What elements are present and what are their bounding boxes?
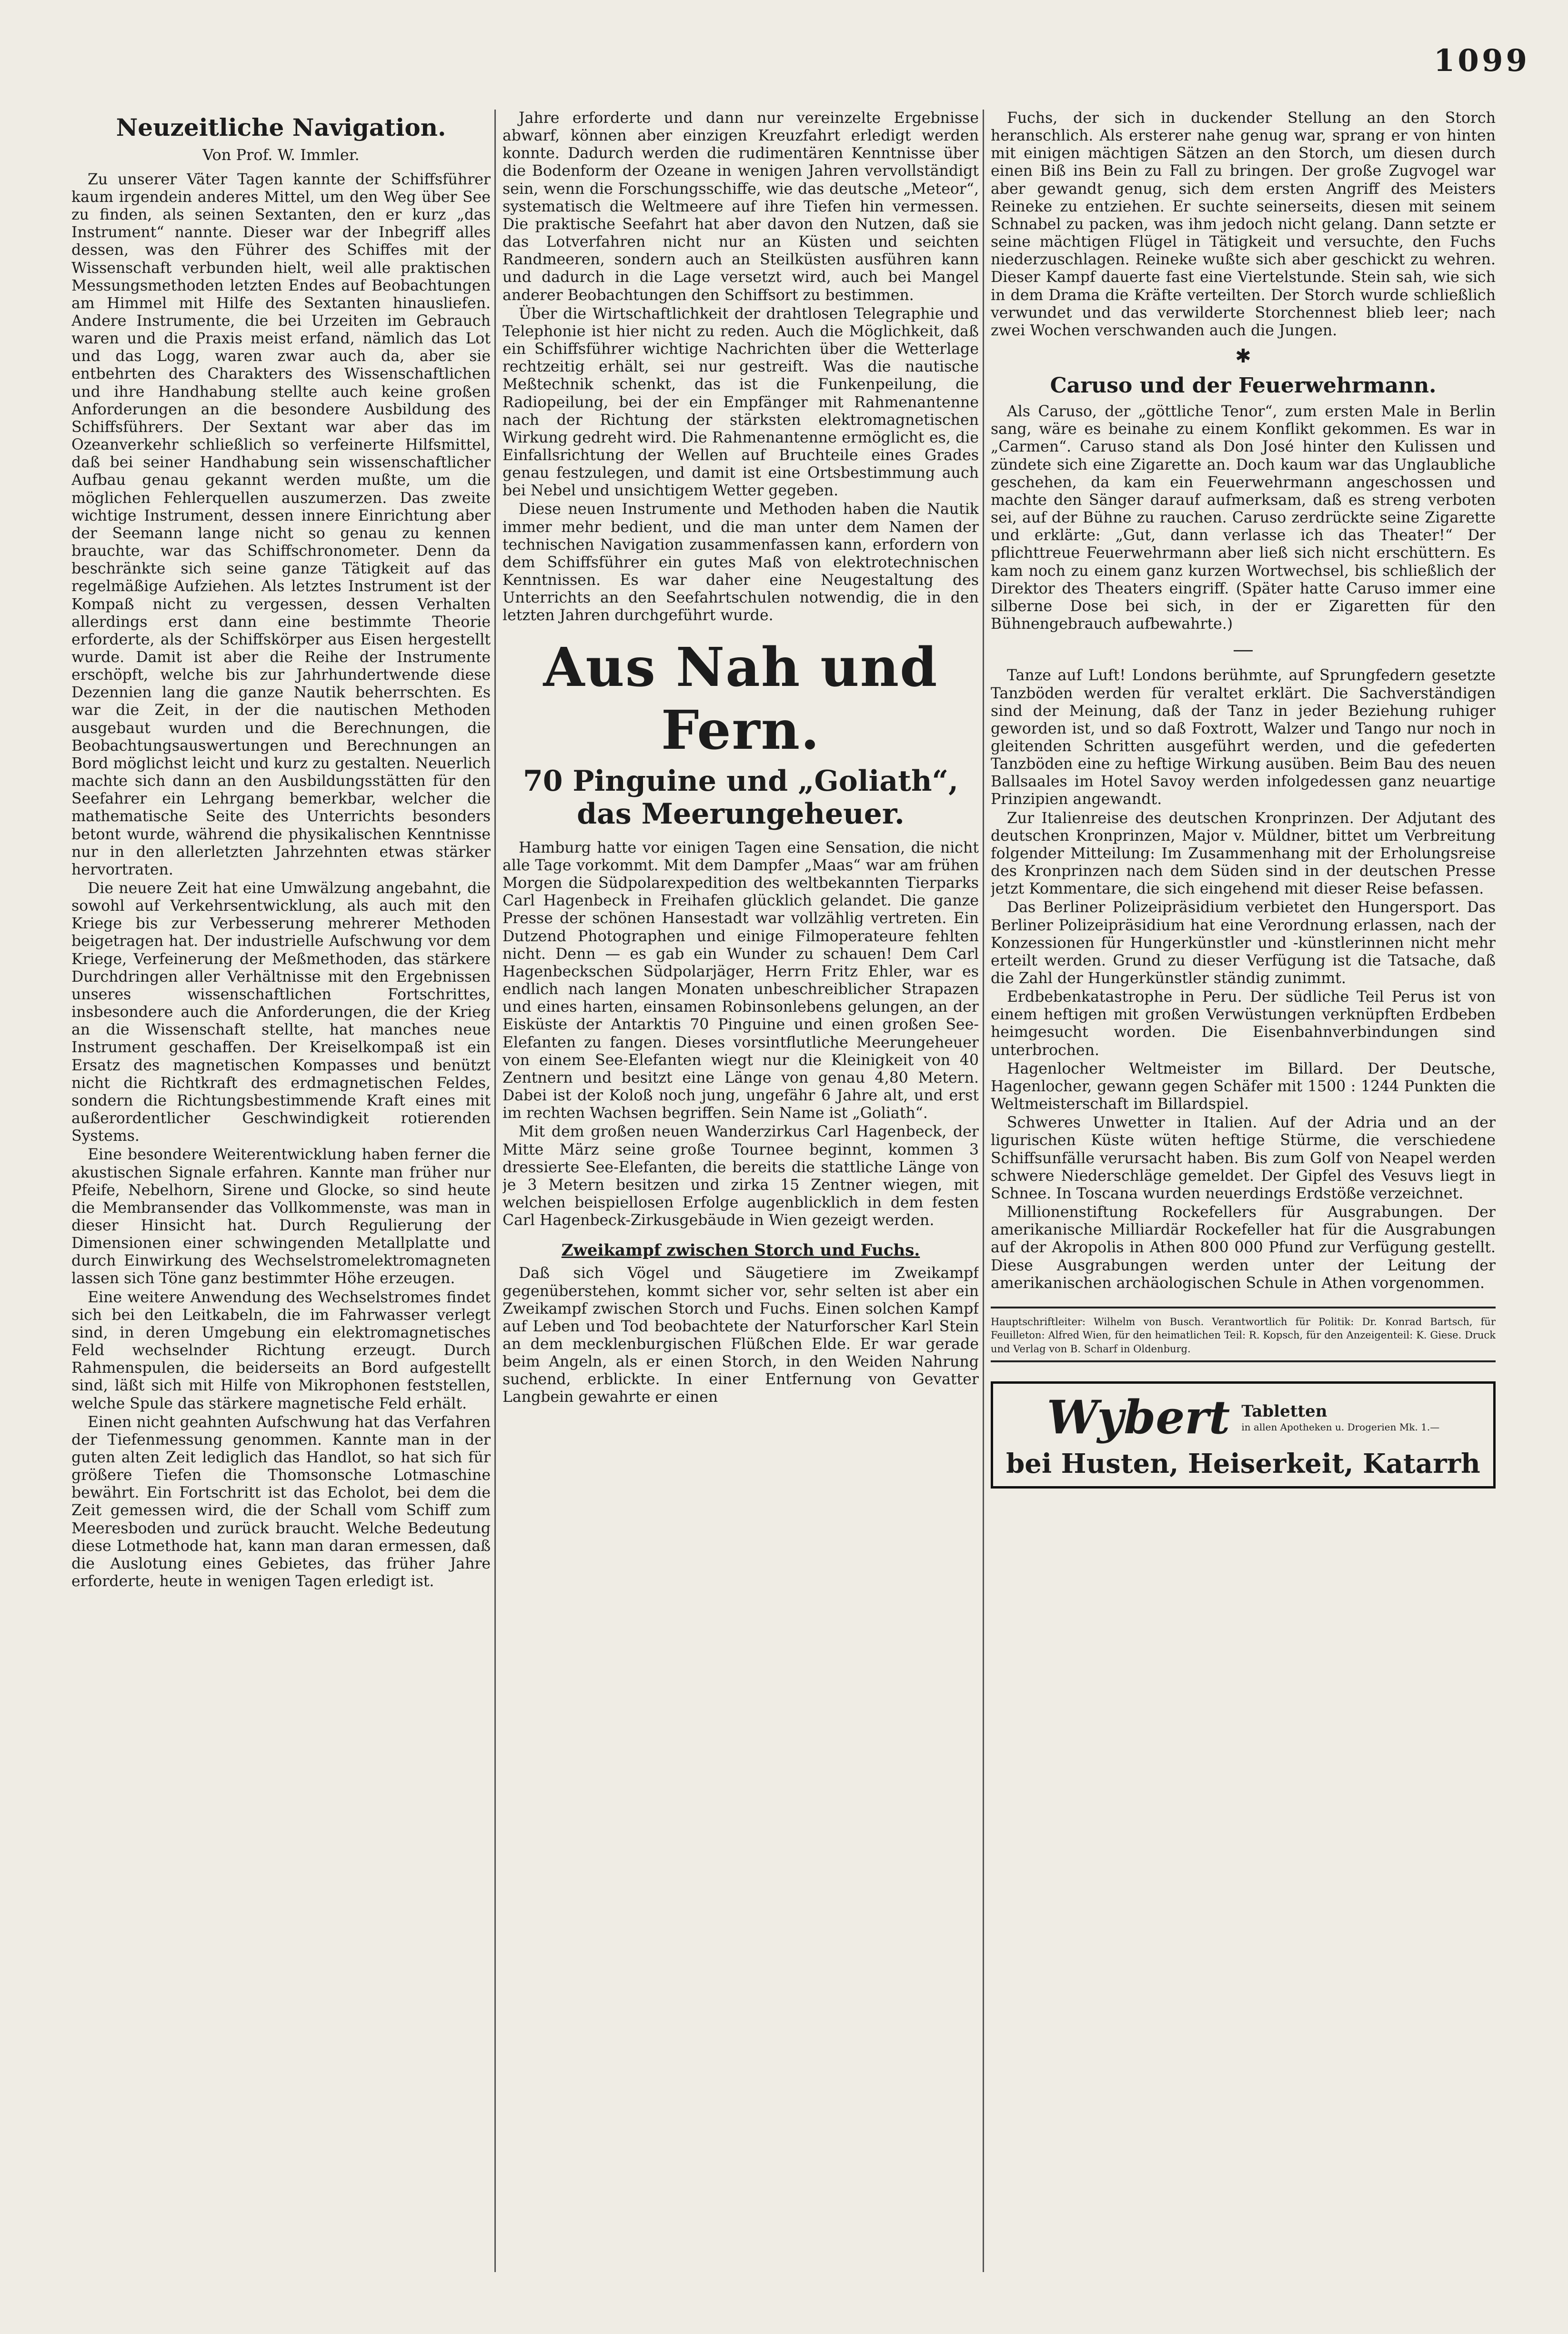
column-right [991,110,1496,2277]
paragraph: Einen nicht geahnten Aufschwung hat das Verfahren der Tiefenmessung genommen. Kannte man in der guten alten Zeit lediglich das Handlot, so hat sich für größere Tiefen die Thomsonsche Lotmaschine bewährt. Ein Fortschritt ist das Echolot, bei dem die Zeit gemessen wird, die der Schall vom Schiff zum Meeresboden und zurück braucht. Welche Bedeutung diese Lotmethode hat, kann man daran ermessen, daß die Auslotung eines Gebietes, das früher Jahre erforderte, heute in wenigen Tagen erledigt ist. [71,1413,491,1590]
ad-label: Tabletten [1241,1402,1327,1421]
news-note: Das Berliner Polizeipräsidium verbietet den Hungersport. Das Berliner Polizeipräsidium hat eine Verordnung erlassen, nach der Konzessionen für Hungerkünstler und -künstlerinnen nicht mehr erteilt werden. Grund zu dieser Verfügung ist die Tatsache, daß die Zahl der Hungerkünstler ständig zunimmt. [991,899,1496,987]
news-note: Schweres Unwetter in Italien. Auf der Adria und an der ligurischen Küste wüten heftige Stürme, die verschiedene Schiffsunfälle verursacht haben. Bis zum Golf von Neapel werden schwere Niederschläge gemeldet. Der Gipfel des Vesuvs liegt in Schnee. In Toscana wurden neuerdings Erdstöße verzeichnet. [991,1114,1496,1202]
imprint: Hauptschriftleiter: Wilhelm von Busch. Verantwortlich für Politik: Dr. Konrad Bartsch, für Feuilleton: Alfred Wien, für den heimatlichen Teil: R. Kopsch, für den Anzeigenteil: K. Giese. Druck und Verlag von B. Scharf in Oldenburg. [991,1315,1496,1362]
news-note: Hagenlocher Weltmeister im Billard. Der Deutsche, Hagenlocher, gewann gegen Schäfer mit 1500 : 1244 Punkten die Weltmeisterschaft im Billardspiel. [991,1060,1496,1113]
imprint-rule [991,1307,1496,1308]
separator-line: ― [1234,639,1253,661]
section-header: Aus Nah und Fern. [543,636,938,762]
article-title: Zweikampf zwischen Storch und Fuchs. [561,1241,920,1260]
paragraph: Jahre erforderte und dann nur vereinzelte Ergebnisse abwarf, können aber einzigen Kreuzfahrt erledigt werden konnte. Dadurch werden die rudimentären Kenntnisse über die Bodenform der Ozeane in wenigen Jahren vervollständigt sein, wenn die Forschungsschiffe, wie das deutsche „Meteor“, systematisch die Weltmeere auf ihre Tiefen hin vermessen. Die praktische Seefahrt hat aber davon den Nutzen, daß sie das Lotverfahren nicht nur an Küsten und seichten Randmeeren, sondern auch an Steilküsten ausführen kann und dadurch in die Lage versetzt wird, auch bei Mangel anderer Beobachtungen den Schiffsort zu bestimmen. [503,110,979,304]
article-author: Von Prof. W. Immler. [202,146,360,164]
paragraph: Fuchs, der sich in duckender Stellung an den Storch heranschlich. Als ersterer nahe genug war, sprang er von hinten mit einigen mächtigen Sätzen an den Storch, um diesen durch einen Biß ins Bein zu Fall zu bringen. Der große Zugvogel war aber gewandt genug, sich dem ersten Angriff des Meisters Reineke zu entziehen. Er suchte seinerseits, diesen mit seinem Schnabel zu packen, was ihm jedoch nicht gelang. Dann setzte er seine mächtigen Flügel in Tätigkeit und versuchte, den Fuchs niederzuschlagen. Reineke wußte sich aber geschickt zu wehren. Dieser Kampf dauerte fast eine Viertelstunde. Stein sah, wie sich in dem Drama die Kräfte verteilten. Der Storch wurde schließlich verwundet und das verwilderte Storchennest blieb leer; nach zwei Wochen verschwanden auch die Jungen. [991,110,1496,339]
ad-top-row [1047,1390,1440,1444]
article-title: Neuzeitliche Navigation. [116,113,446,141]
news-note: Zur Italienreise des deutschen Kronprinzen. Der Adjutant des deutschen Kronprinzen, Major v. Müldner, bittet um Verbreitung folgender Mitteilung: Im Zusammenhang mit der Erholungsreise des Kronprinzen nach dem Süden sind in der deutschen Presse jetzt Kommentare, die sich eingehend mit dieser Reise befassen. [991,809,1496,898]
article-title: 70 Pinguine und „Goliath“, das Meerungeheuer. [523,764,959,831]
paragraph: Zu unserer Väter Tagen kannte der Schiffsführer kaum irgendein anderes Mittel, um den Weg über See zu finden, als seinen Sextanten, den er kurz „das Instrument“ nannte. Dieser war der Inbegriff alles dessen, was den Führer des Schiffes mit der Wissenschaft verbunden hielt, weil alle praktischen Messungsmethoden letzten Endes auf Beobachtungen am Himmel mit Hilfe des Sextanten hinausliefen. Andere Instrumente, die bei Urzeiten im Gebrauch waren und die Praxis meist erfand, nämlich das Lot und das Logg, waren zwar auch da, aber sie entbehrten des Charakters des Wissenschaftlichen und ihre Handhabung stellte auch keine großen Anforderungen an die besondere Ausbildung des Schiffsführers. Der Sextant war aber das im Ozeanverkehr schließlich so verfeinerte Hilfsmittel, daß bei seiner Handhabung sein wissenschaftlicher Aufbau genau gekannt werden mußte, um die möglichen Fehlerquellen auszumerzen. Das zweite wichtige Instrument, dessen innere Einrichtung aber der Seemann lange nicht so genau zu kennen brauchte, war das Schiffschronometer. Denn da beschränkte sich seine ganze Tätigkeit auf das regelmäßige Aufziehen. Als letztes Instrument ist der Kompaß nicht zu vergessen, dessen Verhalten allerdings erst dann eine bestimmte Theorie erforderte, als der Schiffskörper aus Eisen hergestellt wurde. Damit ist aber die Reihe der Instrumente erschöpft, welche bis zur Jahrhundertwende diese Dezennien lang die ganze Nautik beherrschten. Es war die Zeit, in der die nautischen Methoden ausgebaut wurden und die Berechnungen, die Beobachtungsauswertungen und Berechnungen an Bord möglichst leicht und kurz zu gestalten. Neuerlich machte sich dann an den Ausbildungsstätten für den Seefahrer ein Lehrgang bemerkbar, welcher die mathematische Seite des Unterrichts besonders betont wurde, während die physikalischen Kenntnisse nur in den allerletzten Jahrzehnten etwas stärker hervortraten. [71,171,491,878]
column-middle [503,110,979,2277]
paragraph: Über die Wirtschaftlichkeit der drahtlosen Telegraphie und Telephonie ist hier nicht zu reden. Auch die Möglichkeit, daß ein Schiffsführer wichtige Nachrichten über die Wetterlage rechtzeitig erhält, sei nur gestreift. Was die nautische Meßtechnik schenkt, das ist die Funkenpeilung, die Radiopeilung, bei der ein Empfänger mit Rahmenantenne nach der Richtung der stärksten elektromagnetischen Wirkung gedreht wird. Die Rahmenantenne ermöglicht es, die Einfallsrichtung der Wellen auf Bruchteile eines Grades genau festzulegen, und damit ist eine Ortsbestimmung auch bei Nebel und unsichtigem Wetter gegeben. [503,305,979,500]
paragraph: Als Caruso, der „göttliche Tenor“, zum ersten Male in Berlin sang, wäre es beinahe zu einem Konflikt gekommen. Es war in „Carmen“. Caruso stand als Don José hinter den Kulissen und zündete sich eine Zigarette an. Doch kaum war das Unglaubliche geschehen, da kam ein Feuerwehrmann angeschossen und machte den Sänger darauf aufmerksam, daß es streng verboten sei, auf der Bühne zu rauchen. Caruso zerdrückte seine Zigarette und erklärte: „Gut, dann verlasse ich das Theater!“ Der pflichttreue Feuerwehrmann aber ließ sich nicht erschüttern. Es kam noch zu einem ganz kurzen Wortwechsel, bis schließlich der Direktor des Theaters eingriff. (Später hatte Caruso immer eine silberne Dose bei sich, in der er Zigaretten für den Bühnengebrauch aufbewahrte.) [991,403,1496,633]
paragraph: Eine besondere Weiterentwicklung haben ferner die akustischen Signale erfahren. Kannte man früher nur Pfeife, Nebelhorn, Sirene und Glocke, so sind heute die Membransender das Vollkommenste, was man in dieser Hinsicht hat. Durch Regulierung der Dimensionen einer schwingenden Metallplatte und durch Einwirkung des Wechselstromelektromagneten lassen sich Töne ganz bestimmter Höhe erzeugen. [71,1146,491,1288]
column-left [71,110,491,2277]
news-note: Tanze auf Luft! Londons berühmte, auf Sprungfedern gesetzte Tanzböden werden für veraltet erklärt. Die Sachverständigen sind der Meinung, daß der Tanz in jeder Beziehung ruhiger geworden ist, und so daß Foxtrott, Walzer und Tango nur noch in gleitenden Schritten ausgeführt werden, und die gefederten Tanzböden eine zu heftige Wirkung ausüben. Beim Bau des neuen Ballsaales im Hotel Savoy werden infolgedessen ganz neuartige Prinzipien angewandt. [991,667,1496,808]
paragraph: Die neuere Zeit hat eine Umwälzung angebahnt, die sowohl auf Verkehrsentwicklung, als auch mit den Kriege bis zur Verbesserung mehrerer Methoden beigetragen hat. Der industrielle Aufschwung vor dem Kriege, Verfeinerung der Meßmethoden, das stärkere Durchdringen aller Verhältnisse mit den Ergebnissen unseres wissenschaftlichen Fortschrittes, insbesondere auch die Anforderungen, die der Krieg an die Wissenschaft stellte, hat manches neue Instrument geschaffen. Der Kreiselkompaß ist ein Ersatz des magnetischen Kompasses und benützt nicht die Richtkraft des erdmagnetischen Feldes, sondern die Richtungsbestimmende Kraft eines mit außerordentlicher Geschwindigkeit rotierenden Systems. [71,880,491,1145]
separator-asterisk: ✱ [1235,345,1251,368]
advertisement [991,1381,1496,1489]
column-rule [494,110,496,2272]
ad-brand: Wybert [1046,1390,1230,1444]
news-note: Erdbebenkatastrophe in Peru. Der südliche Teil Perus ist von einem heftigen mit großen Verwüstungen verknüpften Erdbeben heimgesucht worden. Die Eisenbahnverbindungen sind unterbrochen. [991,988,1496,1059]
page-number: 1099 [1433,43,1530,79]
paragraph: Diese neuen Instrumente und Methoden haben die Nautik immer mehr bedient, und die man unter dem Namen der technischen Navigation zusammenfassen kann, erfordern von dem Schiffsführer ein gutes Maß von elektrotechnischen Kenntnissen. Es war daher eine Neugestaltung des Unterrichts an den Seefahrtschulen notwendig, die in den letzten Jahren durchgeführt wurde. [503,501,979,624]
ad-tagline: bei Husten, Heiserkeit, Katarrh [1006,1448,1480,1480]
paragraph: Daß sich Vögel und Säugetiere im Zweikampf gegenüberstehen, kommt sicher vor, sehr selten ist aber ein Zweikampf zwischen Storch und Fuchs. Einen solchen Kampf auf Leben und Tod beobachtete der Naturforscher Karl Stein an dem mecklenburgischen Flüßchen Elde. Er war gerade beim Angeln, als er einen Storch, in den Weiden Nahrung suchend, erblickte. In einer Entfernung von Gevatter Langbein gewahrte er einen [503,1265,979,1406]
ad-side [1241,1402,1439,1432]
paragraph: Hamburg hatte vor einigen Tagen eine Sensation, die nicht alle Tage vorkommt. Mit dem Dampfer „Maas“ war am frühen Morgen die Südpolarexpedition des weltbekannten Tierparks Carl Hagenbeck in Freihafen glücklich gelandet. Die ganze Presse der schönen Hansestadt war vollzählig vertreten. Ein Dutzend Photographen und einige Filmoperateure fehlten nicht. Denn — es gab ein Wunder zu schauen! Dem Carl Hagenbeckschen Südpolarjäger, Herrn Fritz Ehler, war es endlich nach langen Monaten unbeschreiblicher Strapazen und eines harten, einsamen Robinsonlebens gelungen, an der Eisküste der Antarktis 70 Pinguine und einen großen See-Elefanten zu fangen. Dieses vorsintflutliche Meerungeheuer von einem See-Elefanten wiegt nur die Kleinigkeit von 40 Zentnern und besitzt eine Länge von genau 4,80 Metern. Dabei ist der Koloß noch jung, ungefähr 6 Jahre alt, und erst im rechten Wachsen begriffen. Sein Name ist „Goliath“. [503,839,979,1122]
column-rule [983,110,984,2272]
news-note: Millionenstiftung Rockefellers für Ausgrabungen. Der amerikanische Milliardär Rockefeller hat für die Ausgrabungen auf der Akropolis in Athen 800 000 Pfund zur Verfügung gestellt. Diese Ausgrabungen werden unter der Leitung der amerikanischen archäologischen Schule in Athen vorgenommen. [991,1204,1496,1292]
paragraph: Eine weitere Anwendung des Wechselstromes findet sich bei den Leitkabeln, die im Fahrwasser verlegt sind, in deren Umgebung ein elektromagnetisches Feld wechselnder Richtung erzeugt. Durch Rahmenspulen, die beiderseits an Bord aufgestellt sind, läßt sich mit Hilfe von Mikrophonen feststellen, welche Spule das stärkere magnetische Feld erhält. [71,1288,491,1412]
ad-small-print: in allen Apotheken u. Drogerien Mk. 1.— [1241,1421,1440,1433]
paragraph: Mit dem großen neuen Wanderzirkus Carl Hagenbeck, der Mitte März seine große Tournee beginnt, kommen 3 dressierte See-Elefanten, die bereits die stattliche Länge von je 3 Metern besitzen und zirka 15 Zentner wiegen, mit welchen beispiellosen Erfolge augenblicklich in dem festen Carl Hagenbeck-Zirkusgebäude in Wien gezeigt werden. [503,1123,979,1229]
article-title: Caruso und der Feuerwehrmann. [1050,373,1437,398]
